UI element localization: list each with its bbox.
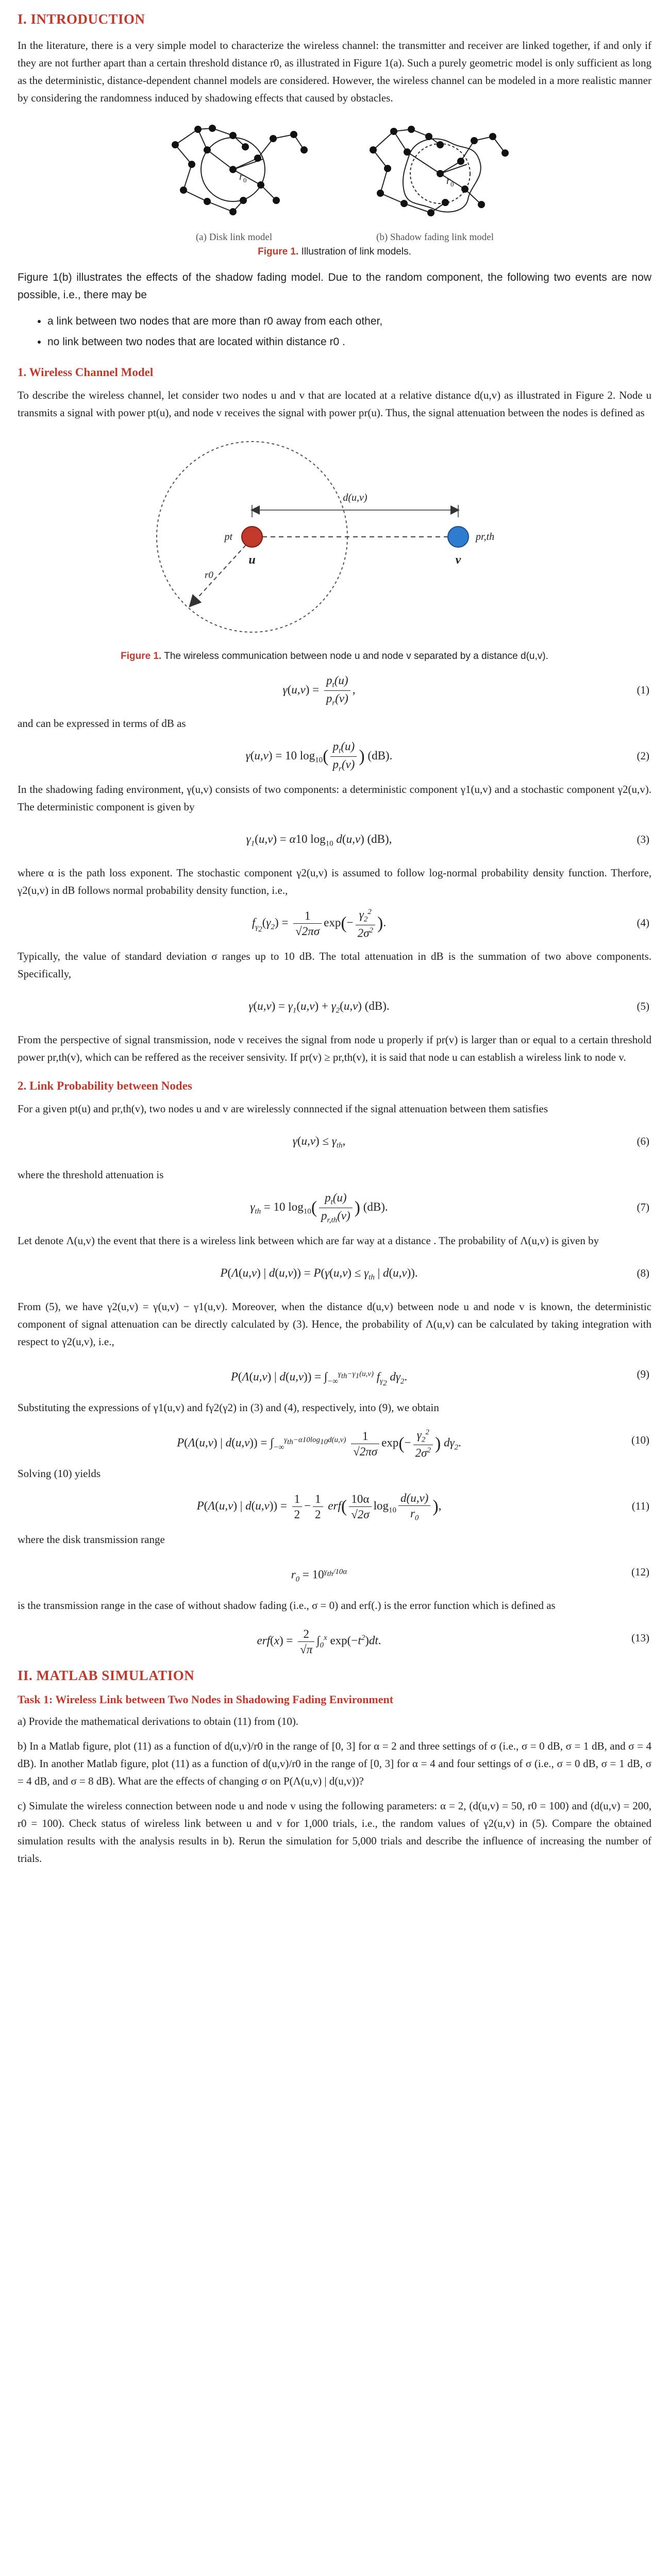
figure-2-caption xyxy=(18,651,651,662)
pt-label: pt xyxy=(224,531,232,543)
task-1-part-a: a) Provide the mathematical derivations to obtain (11) from (10). xyxy=(18,1715,299,1728)
node-v xyxy=(448,527,469,547)
simulation-heading: II. MATLAB SIMULATION xyxy=(18,1668,195,1684)
equation-8-number: (8) xyxy=(637,1267,649,1280)
section-2-paragraph-7: where the disk transmission range xyxy=(18,1533,165,1546)
r0-label: r0 xyxy=(205,569,213,581)
section-2-paragraph-1: For a given pt(u) and pr,th(v), two nodes u and v are wirelessly connnected if the signal attenuation between them satisfies xyxy=(18,1103,548,1115)
equation-13: erf(x) = $\frac{2}{√\pi}$ $\int_0^x$ $\exp(-t^2)dt$. (13) xyxy=(18,1621,651,1654)
figure-1a xyxy=(157,114,311,243)
section-1-paragraph-2: and can be expressed in terms of dB as xyxy=(18,717,186,730)
section-1-paragraph-1: To describe the wireless channel, let consider two nodes u and v that are located at a relative distance d(u,v) as illustrated in Figure 2. Node u transmits a signal with power pt(u), and node v receives the signal with power pr(u). Thus, the signal attenuation between the nodes is defined as xyxy=(18,388,651,419)
equation-11-number: (11) xyxy=(631,1500,649,1513)
section-1-paragraph-6: From the perspective of signal transmission, node v receives the signal from node u properly if pr(v) is larger than or equal to a certain threshold power pr,th(v), which can be reffered as the receiver sensivity. If pr(v) ≥ pr,th(v), it is said that node u can establish a wireless link to node v. xyxy=(18,1033,651,1064)
section-2-paragraph-3: Let denote Λ(u,v) the event that there is a wireless link between which are far way at a distance . The probability of Λ(u,v) is given by xyxy=(18,1234,599,1247)
task-1-part-c: c) Simulate the wireless connection between node u and node v using the following parameters: α = 2, (d(u,v) = 50, r0 = 100) and (d(u,v) = 200, r0 = 100). Check status of wireless link between u and v for 1,000 trials, i.e., the random values of γ2(u,v) in (5). Compare the obtained simulation results with the analysis results in b). Rerun the simulation for 5,000 trials and describe the influence of increasing the number of trials. xyxy=(18,1800,651,1865)
shadow-fading-model-diagram xyxy=(358,114,512,227)
figure-2 xyxy=(18,429,651,648)
svg-text:r: r xyxy=(446,175,450,187)
equation-1: γ(u,v) = $\frac{p_t(u)}{p_r(v)}$ , (1) xyxy=(282,674,649,707)
equation-6-number: (6) xyxy=(637,1135,649,1148)
equation-8: P(Λ(u,v) | $d(u,v)) = P(\gamma(u,v) \le \gamma_{th}$ | d(u,v)). (8) xyxy=(18,1257,651,1290)
equation-10: P(Λ(u,v) | $d(u,v)) = \int_{-\infty}^{\gamma_{th}-\alpha 10log_{10}d(u,v)}$ $\frac{1}{√2\pi\sigma}$ exp(− $\frac{\gamma_2^2}{2\sigma^2}$ ) $d\gamma_2$. (10) xyxy=(18,1423,651,1456)
equation-3: $\gamma_1(u,v) = \alpha 10$ $\log_{10} d(u,v)$ (dB), (3) xyxy=(18,823,651,856)
equation-12-number: (12) xyxy=(631,1566,649,1579)
node-link-diagram xyxy=(139,429,530,645)
figure-1b-caption: (b) Shadow fading link model xyxy=(376,232,494,243)
equation-4: $f_{\gamma_2}(\gamma_2)$ = $\frac{1}{√2\pi\sigma}$ exp(− $\frac{\gamma_2^2}{2\sigma^2}$ ). (4) xyxy=(18,906,651,939)
equation-3-number: (3) xyxy=(637,833,649,845)
svg-text:r: r xyxy=(239,171,243,183)
equation-10-number: (10) xyxy=(631,1434,649,1447)
task-1-heading: Task 1: Wireless Link between Two Nodes in Shadowing Fading Environment xyxy=(18,1693,394,1706)
section-1-paragraph-3: In the shadowing fading environment, γ(u,v) consists of two components: a deterministic component γ1(u,v) and a stochastic component γ2(u,v). The deterministic component is given by xyxy=(18,783,651,813)
intro-bullet-list xyxy=(18,311,651,352)
equation-4-number: (4) xyxy=(637,916,649,929)
intro-heading: I. INTRODUCTION xyxy=(18,11,145,27)
equation-2-number: (2) xyxy=(637,749,649,762)
svg-text:0: 0 xyxy=(243,176,247,184)
section-2-paragraph-6: Solving (10) yields xyxy=(18,1467,101,1480)
figure-1a-caption: (a) Disk link model xyxy=(195,232,273,243)
figure-2-label: Figure 1. xyxy=(121,650,162,662)
equation-7: $\gamma_{th} = 10$ $\log_{10}$( $\frac{p_t(u)}{p_{r,th}(v)}$ ) (dB). (7) xyxy=(250,1191,649,1225)
distance-label: d(u,v) xyxy=(343,492,367,503)
intro-paragraph-1: In the literature, there is a very simple model to characterize the wireless channel: the transmitter and receiver are linked together, if and only if they are not further apart than a certain threshold distance r0, as illustrated in Figure 1(a). Such a purely geometric model is only sufficient as long as the deterministic, distance-dependent channel models are considered. However, the wireless channel can be modeled in a more realistic manner by considering the randomness induced by shadowing effects that caused by obstacles. xyxy=(18,39,651,105)
figure-2-caption-text: The wireless communication between node u and node v separated by a distance d(u,v). xyxy=(164,650,548,662)
intro-paragraph-2: Figure 1(b) illustrates the effects of the shadow fading model. Due to the random component, the following two events are now possible, i.e., there may be xyxy=(18,272,651,301)
section-2-paragraph-8: is the transmission range in the case of without shadow fading (i.e., σ = 0) and erf(.) is the error function which is defined as xyxy=(18,1599,556,1612)
equation-5: $\gamma(u,v) = \gamma_1(u,v) + \gamma_2(u,v)$ (dB). (5) xyxy=(18,990,651,1023)
list-item: • a link between two nodes that are more than r0 away from each other, xyxy=(47,311,651,332)
svg-text:0: 0 xyxy=(450,180,454,189)
section-2-paragraph-2: where the threshold attenuation is xyxy=(18,1168,164,1181)
figure-1-link-models xyxy=(18,114,651,243)
equation-9-number: (9) xyxy=(637,1368,649,1381)
section-2-heading: 2. Link Probability between Nodes xyxy=(18,1079,192,1093)
equation-9: P(Λ(u,v) | $d(u,v)) = \int_{-\infty}^{\gamma_{th}-\gamma_1(u,v)}$ $f_{\gamma_2}$ $d\gamma_2$. (9) xyxy=(18,1358,651,1391)
figure-1-caption-text: Illustration of link models. xyxy=(301,246,411,258)
equation-6: $\gamma(u,v) \le \gamma_{th}$, (6) xyxy=(18,1125,651,1158)
prth-label: pr,th xyxy=(476,531,495,543)
section-1-heading: 1. Wireless Channel Model xyxy=(18,365,154,379)
section-2-paragraph-4: From (5), we have γ2(u,v) = γ(u,v) − γ1(u,v). Moreover, when the distance d(u,v) between node u and node v is known, the deterministic component of signal attenuation can be directly calculated by (3). Hence, the probability of Λ(u,v) can be calculated by taking integration with respect to γ2(u,v), i.e., xyxy=(18,1300,651,1348)
equation-13-number: (13) xyxy=(631,1632,649,1645)
equation-1-number: (1) xyxy=(637,683,649,696)
section-1-paragraph-4: where α is the path loss exponent. The stochastic component γ2(u,v) is assumed to follow log-normal probability density function. Therfore, γ2(u,v) in dB follows normal probability density function, i.e., xyxy=(18,866,651,896)
section-2-paragraph-5: Substituting the expressions of γ1(u,v) and fγ2(γ2) in (3) and (4), respectively, into (9), we obtain xyxy=(18,1401,439,1414)
equation-7-number: (7) xyxy=(637,1201,649,1214)
figure-1b xyxy=(358,114,512,243)
section-1-paragraph-5: Typically, the value of standard deviation σ ranges up to 10 dB. The total attenuation in dB is the summation of two above components. Specifically, xyxy=(18,950,651,980)
equation-12: $r_0 = 10^{\gamma_{th}/10\alpha}$ (12) xyxy=(18,1555,651,1588)
equation-5-number: (5) xyxy=(637,1000,649,1013)
task-1-part-b: b) In a Matlab figure, plot (11) as a function of d(u,v)/r0 in the range of [0, 3] for α = 2 and three settings of σ (i.e., σ = 0 dB, σ = 1 dB, and σ = 4 dB). In another Matlab figure, plot (11) as a function of d(u,v)/r0 in the range of [0, 3] for α = 4 and four settings of σ (i.e., σ = 0 dB, σ = 1 dB, σ = 4 dB, and σ = 8 dB). What are the effects of changing σ on P(Λ(u,v) | d(u,v))? xyxy=(18,1740,651,1788)
list-item: • no link between two nodes that are located within distance r0 . xyxy=(47,332,651,352)
equation-11: P(Λ(u,v) | d(u,v)) = $\frac{1}{2}$ − $\frac{1}{2}$ erf( $\frac{10\alpha}{√2\sigma}$ $\log_{10}$ $\frac{d(u,v)}{r_0}$ ), (11) xyxy=(18,1489,651,1522)
figure-1-caption xyxy=(18,246,651,258)
equation-2: γ(u,v) = 10 $\log_{10}$( $\frac{p_t(u)}{p_r(v)}$ ) (dB). (2) xyxy=(245,740,649,773)
node-u-label: u xyxy=(248,553,256,567)
disk-link-model-diagram xyxy=(157,114,311,227)
node-v-label: v xyxy=(455,553,461,567)
node-u xyxy=(242,527,262,547)
figure-1-label: Figure 1. xyxy=(258,246,299,258)
